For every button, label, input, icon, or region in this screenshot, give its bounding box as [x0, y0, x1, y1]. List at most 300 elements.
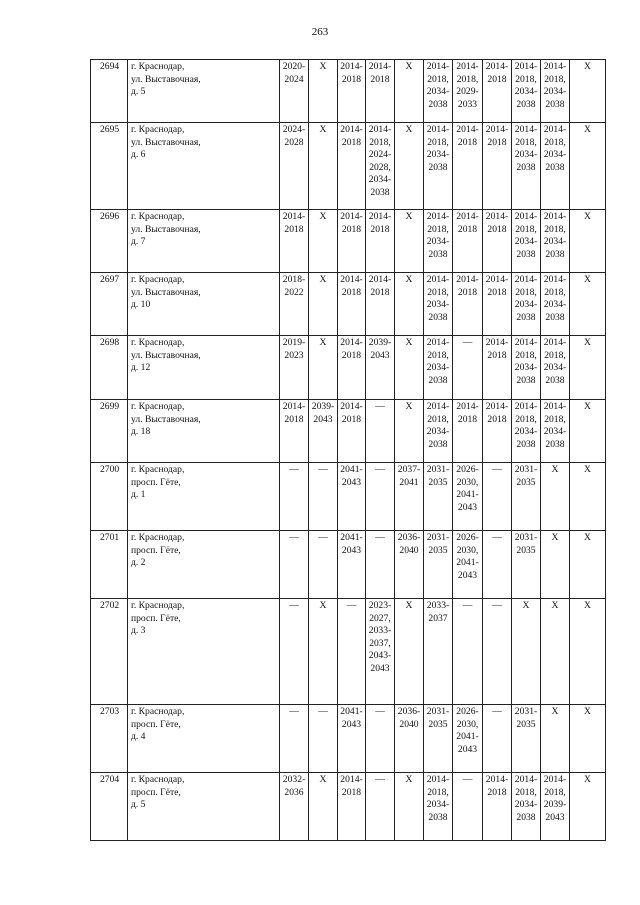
cell-line: X [584, 274, 591, 285]
cell-line: 2037 [428, 612, 448, 624]
cell-line: 2034- [368, 174, 392, 186]
cell-line: 2033- [368, 625, 392, 637]
period-cell [280, 531, 309, 599]
cell-line: 2038 [428, 98, 448, 110]
cell-line: X [551, 706, 559, 717]
address-line: ул. Выставочная, [131, 349, 201, 361]
period-cell [395, 599, 424, 705]
cell-line: — [492, 706, 502, 717]
period-cell [366, 123, 395, 210]
table-row [91, 60, 606, 123]
cell-line: X [319, 274, 327, 285]
cell-line: 2014- [514, 274, 538, 285]
cell-line: — [462, 337, 473, 348]
cell-line: X [584, 211, 591, 222]
period-cell [338, 123, 366, 210]
cell-line: 2026- [456, 532, 479, 543]
cell-line: 2018, [544, 786, 566, 798]
address-line: д. 2 [131, 557, 146, 569]
cell-line: 2038 [516, 98, 536, 110]
period-cell [280, 599, 309, 705]
period-cell [570, 210, 606, 273]
address-line: д. 12 [131, 362, 151, 374]
address-cell [128, 336, 280, 400]
cell-line: 2043 [341, 476, 362, 488]
address-line: г. Краснодар, [131, 61, 185, 72]
cell-line: — [492, 464, 502, 475]
period-cell [395, 400, 424, 463]
period-cell [280, 773, 309, 841]
period-cell [338, 705, 366, 773]
row-number: 2694 [91, 60, 128, 123]
cell-line: X [405, 274, 413, 285]
cell-line: — [318, 532, 328, 543]
cell-line: 2018, [515, 73, 537, 85]
period-cell [338, 531, 366, 599]
period-cell [280, 463, 309, 531]
row-number: 2698 [91, 336, 128, 400]
period-cell [366, 336, 395, 400]
cell-line: 2014- [426, 401, 450, 412]
cell-line: — [318, 706, 328, 717]
cell-line: 2038 [545, 438, 565, 450]
address-line: г. Краснодар, [131, 706, 185, 717]
address-line: д. 4 [131, 731, 146, 743]
cell-line: X [405, 124, 413, 135]
period-cell [424, 463, 453, 531]
cell-line: 2036 [284, 786, 304, 798]
address-cell [128, 210, 280, 273]
cell-line: 2018 [487, 286, 507, 298]
address-line: д. 3 [131, 625, 146, 637]
row-number: 2697 [91, 273, 128, 336]
cell-line: 2038 [428, 311, 448, 323]
address-line: г. Краснодар, [131, 774, 185, 785]
cell-line: 2027, [369, 612, 391, 624]
table-row [91, 273, 606, 336]
cell-line: 2018, [427, 73, 449, 85]
cell-line: 2018, [544, 73, 566, 85]
cell-line: 2038 [516, 811, 536, 823]
cell-line: X [551, 532, 559, 543]
period-cell [424, 599, 453, 705]
period-cell [395, 463, 424, 531]
cell-line: 2039- [543, 799, 567, 811]
cell-line: 2014- [543, 401, 567, 412]
period-cell [483, 123, 512, 210]
cell-line: 2018 [457, 136, 478, 148]
cell-line: 2014- [340, 61, 363, 72]
period-cell [280, 123, 309, 210]
address-cell [128, 773, 280, 841]
address-line: ул. Выставочная, [131, 136, 201, 148]
period-cell [453, 60, 483, 123]
period-cell [395, 123, 424, 210]
period-cell [512, 773, 541, 841]
cell-line: 2032- [282, 774, 306, 785]
period-cell [395, 531, 424, 599]
period-cell [570, 463, 606, 531]
cell-line: 2043 [457, 501, 478, 513]
cell-line: 2014- [456, 274, 479, 285]
row-number: 2703 [91, 705, 128, 773]
cell-line: 2014- [368, 274, 392, 285]
cell-line: X [584, 600, 591, 611]
cell-line: 2018, [515, 413, 537, 425]
cell-line: 2038 [428, 248, 448, 260]
cell-line: 2014- [368, 124, 392, 135]
cell-line: 2018 [487, 413, 507, 425]
cell-line: 2043 [370, 662, 390, 674]
period-cell [483, 599, 512, 705]
cell-line: 2018, [369, 136, 391, 148]
cell-line: 2014- [456, 401, 479, 412]
cell-line: 2018 [457, 223, 478, 235]
table-row [91, 773, 606, 841]
cell-line: 2041- [456, 489, 479, 501]
cell-line: 2034- [514, 299, 538, 311]
address-line: д. 7 [131, 236, 146, 248]
cell-line: 2034- [426, 299, 450, 311]
row-number: 2702 [91, 599, 128, 705]
cell-line: 2014- [456, 61, 479, 72]
cell-line: 2014- [426, 211, 450, 222]
cell-line: 2035 [516, 718, 536, 730]
cell-line: — [346, 600, 357, 611]
cell-line: — [462, 600, 473, 611]
table-row [91, 123, 606, 210]
cell-line: 2018, [515, 286, 537, 298]
period-cell [309, 773, 338, 841]
period-cell [483, 210, 512, 273]
cell-line: — [289, 532, 299, 543]
cell-line: 2018 [487, 786, 507, 798]
table-row [91, 210, 606, 273]
cell-line: 2030, [456, 476, 479, 488]
cell-line: 2034- [426, 86, 450, 98]
cell-line: 2043 [313, 413, 333, 425]
cell-line: 2014- [456, 124, 479, 135]
cell-line: 2014- [485, 124, 509, 135]
cell-line: 2038 [545, 98, 565, 110]
cell-line: 2018, [515, 223, 537, 235]
cell-line: X [405, 600, 413, 611]
cell-line: 2030, [456, 718, 479, 730]
cell-line: 2040 [399, 718, 419, 730]
cell-line: 2034- [426, 362, 450, 374]
cell-line: 2028 [284, 136, 304, 148]
cell-line: 2014- [426, 774, 450, 785]
cell-line: 2014- [543, 61, 567, 72]
period-cell [453, 531, 483, 599]
cell-line: 2014- [426, 61, 450, 72]
cell-line: X [319, 61, 327, 72]
cell-line: 2018, [515, 136, 537, 148]
cell-line: 2018 [487, 349, 507, 361]
cell-line: 2038 [516, 161, 536, 173]
period-cell [483, 463, 512, 531]
cell-line: 2043- [368, 650, 392, 662]
cell-line: 2026- [456, 706, 479, 717]
cell-line: X [584, 532, 591, 543]
address-line: д. 5 [131, 86, 146, 98]
cell-line: — [492, 600, 502, 611]
cell-line: X [584, 464, 591, 475]
cell-line: 2018, [427, 286, 449, 298]
cell-line: — [375, 464, 385, 475]
cell-line: 2036- [397, 706, 421, 717]
address-line: г. Краснодар, [131, 124, 185, 135]
period-cell [512, 531, 541, 599]
cell-line: 2036- [397, 532, 421, 543]
period-cell [395, 773, 424, 841]
cell-line: 2034- [543, 149, 567, 161]
cell-line: 2018, [427, 136, 449, 148]
address-line: д. 18 [131, 426, 151, 438]
cell-line: 2043 [341, 544, 362, 556]
period-cell [424, 273, 453, 336]
cell-line: 2014- [340, 211, 363, 222]
cell-line: X [584, 706, 591, 717]
period-cell [570, 599, 606, 705]
cell-line: — [492, 532, 502, 543]
period-cell [541, 123, 570, 210]
cell-line: 2031- [426, 532, 450, 543]
cell-line: 2018, [544, 136, 566, 148]
cell-line: 2014- [340, 274, 363, 285]
period-cell [395, 273, 424, 336]
cell-line: 2029- [456, 86, 479, 98]
cell-line: 2018 [284, 223, 304, 235]
cell-line: X [551, 600, 559, 611]
cell-line: 2043 [370, 349, 390, 361]
cell-line: 2018, [544, 223, 566, 235]
cell-line: 2018, [456, 73, 479, 85]
period-cell [541, 400, 570, 463]
period-cell [483, 60, 512, 123]
cell-line: 2014- [340, 774, 363, 785]
period-cell [541, 273, 570, 336]
cell-line: 2035 [516, 476, 536, 488]
cell-line: 2038 [545, 311, 565, 323]
cell-line: — [375, 774, 385, 785]
period-cell [280, 273, 309, 336]
period-cell [424, 400, 453, 463]
period-cell [424, 705, 453, 773]
cell-line: 2018, [515, 786, 537, 798]
cell-line: 2038 [428, 374, 448, 386]
cell-line: 2038 [428, 161, 448, 173]
cell-line: 2043 [341, 718, 362, 730]
cell-line: 2039- [311, 401, 335, 412]
period-cell [541, 336, 570, 400]
cell-line: 2018 [487, 223, 507, 235]
period-cell [395, 705, 424, 773]
period-cell [424, 60, 453, 123]
period-cell [453, 705, 483, 773]
cell-line: 2031- [514, 706, 538, 717]
address-cell [128, 705, 280, 773]
cell-line: X [522, 600, 530, 611]
period-cell [541, 531, 570, 599]
address-cell [128, 599, 280, 705]
cell-line: 2014- [543, 211, 567, 222]
cell-line: 2034- [426, 799, 450, 811]
period-cell [453, 463, 483, 531]
cell-line: 2028, [369, 161, 391, 173]
cell-line: 2031- [514, 532, 538, 543]
period-cell [512, 60, 541, 123]
cell-line: 2034- [514, 236, 538, 248]
address-line: ул. Выставочная, [131, 223, 201, 235]
page-number: 263 [311, 26, 329, 38]
period-cell [280, 400, 309, 463]
cell-line: — [375, 401, 385, 412]
cell-line: X [405, 61, 413, 72]
row-number: 2695 [91, 123, 128, 210]
cell-line: 2034- [514, 799, 538, 811]
cell-line: — [289, 464, 299, 475]
cell-line: 2035 [428, 544, 448, 556]
cell-line: 2018, [427, 786, 449, 798]
row-number: 2704 [91, 773, 128, 841]
cell-line: 2014- [543, 124, 567, 135]
cell-line: 2034- [543, 236, 567, 248]
table-row [91, 599, 606, 705]
period-cell [366, 463, 395, 531]
cell-line: 2034- [514, 86, 538, 98]
cell-line: 2043 [457, 569, 478, 581]
address-line: д. 1 [131, 489, 146, 501]
cell-line: 2018 [284, 413, 304, 425]
cell-line: 2014- [485, 774, 509, 785]
cell-line: 2014- [426, 274, 450, 285]
cell-line: 2038 [516, 248, 536, 260]
period-cell [338, 773, 366, 841]
cell-line: 2018 [341, 786, 362, 798]
cell-line: 2014- [485, 337, 509, 348]
cell-line: X [551, 464, 559, 475]
cell-line: 2018 [341, 286, 362, 298]
period-cell [483, 531, 512, 599]
period-cell [541, 599, 570, 705]
period-cell [309, 599, 338, 705]
cell-line: 2014- [514, 61, 538, 72]
cell-line: 2041 [399, 476, 419, 488]
cell-line: X [319, 124, 327, 135]
cell-line: 2018, [544, 286, 566, 298]
cell-line: X [584, 774, 591, 785]
period-cell [338, 599, 366, 705]
cell-line: X [584, 337, 591, 348]
cell-line: 2037, [369, 637, 391, 649]
period-cell [395, 336, 424, 400]
address-cell [128, 531, 280, 599]
table-row [91, 336, 606, 400]
cell-line: 2030, [456, 544, 479, 556]
period-cell [309, 400, 338, 463]
period-cell [366, 599, 395, 705]
cell-line: 2041- [340, 532, 363, 543]
cell-line: 2014- [514, 337, 538, 348]
cell-line: 2014- [282, 211, 306, 222]
table-row [91, 463, 606, 531]
cell-line: — [289, 706, 299, 717]
period-cell [453, 773, 483, 841]
address-line: г. Краснодар, [131, 401, 185, 412]
cell-line: 2014- [340, 337, 363, 348]
cell-line: 2034- [543, 86, 567, 98]
cell-line: 2014- [514, 774, 538, 785]
cell-line: 2031- [426, 464, 450, 475]
cell-line: 2038 [545, 248, 565, 260]
period-cell [512, 123, 541, 210]
period-cell [338, 60, 366, 123]
cell-line: 2038 [428, 811, 448, 823]
cell-line: 2039- [368, 337, 392, 348]
address-line: просп. Гёте, [131, 476, 181, 488]
address-line: г. Краснодар, [131, 337, 185, 348]
period-cell [570, 273, 606, 336]
cell-line: 2018 [457, 286, 478, 298]
period-cell [512, 210, 541, 273]
period-cell [570, 400, 606, 463]
period-cell [541, 60, 570, 123]
period-cell [280, 210, 309, 273]
cell-line: 2014- [485, 274, 509, 285]
cell-line: 2014- [340, 124, 363, 135]
address-line: г. Краснодар, [131, 274, 185, 285]
address-line: ул. Выставочная, [131, 286, 201, 298]
period-cell [424, 123, 453, 210]
row-number: 2699 [91, 400, 128, 463]
cell-line: 2034- [514, 426, 538, 438]
period-cell [424, 531, 453, 599]
row-number: 2700 [91, 463, 128, 531]
cell-line: 2014- [456, 211, 479, 222]
period-cell [483, 400, 512, 463]
cell-line: 2024 [284, 73, 304, 85]
period-cell [570, 705, 606, 773]
cell-line: 2014- [426, 124, 450, 135]
period-cell [309, 705, 338, 773]
address-line: г. Краснодар, [131, 600, 185, 611]
period-cell [366, 773, 395, 841]
cell-line: 2026- [456, 464, 479, 475]
row-number: 2696 [91, 210, 128, 273]
period-cell [512, 273, 541, 336]
period-cell [512, 400, 541, 463]
address-line: ул. Выставочная, [131, 73, 201, 85]
period-cell [366, 210, 395, 273]
address-cell [128, 60, 280, 123]
cell-line: 2023- [368, 600, 392, 611]
cell-line: 2034- [543, 299, 567, 311]
cell-line: X [319, 774, 327, 785]
address-line: д. 5 [131, 799, 146, 811]
cell-line: 2019- [282, 337, 306, 348]
period-cell [338, 336, 366, 400]
address-line: г. Краснодар, [131, 464, 185, 475]
period-cell [570, 531, 606, 599]
cell-line: 2018, [544, 349, 566, 361]
cell-line: X [584, 401, 591, 412]
period-cell [453, 336, 483, 400]
cell-line: 2041- [456, 731, 479, 743]
housing-repair-schedule-table [90, 59, 606, 841]
address-cell [128, 400, 280, 463]
cell-line: — [375, 532, 385, 543]
